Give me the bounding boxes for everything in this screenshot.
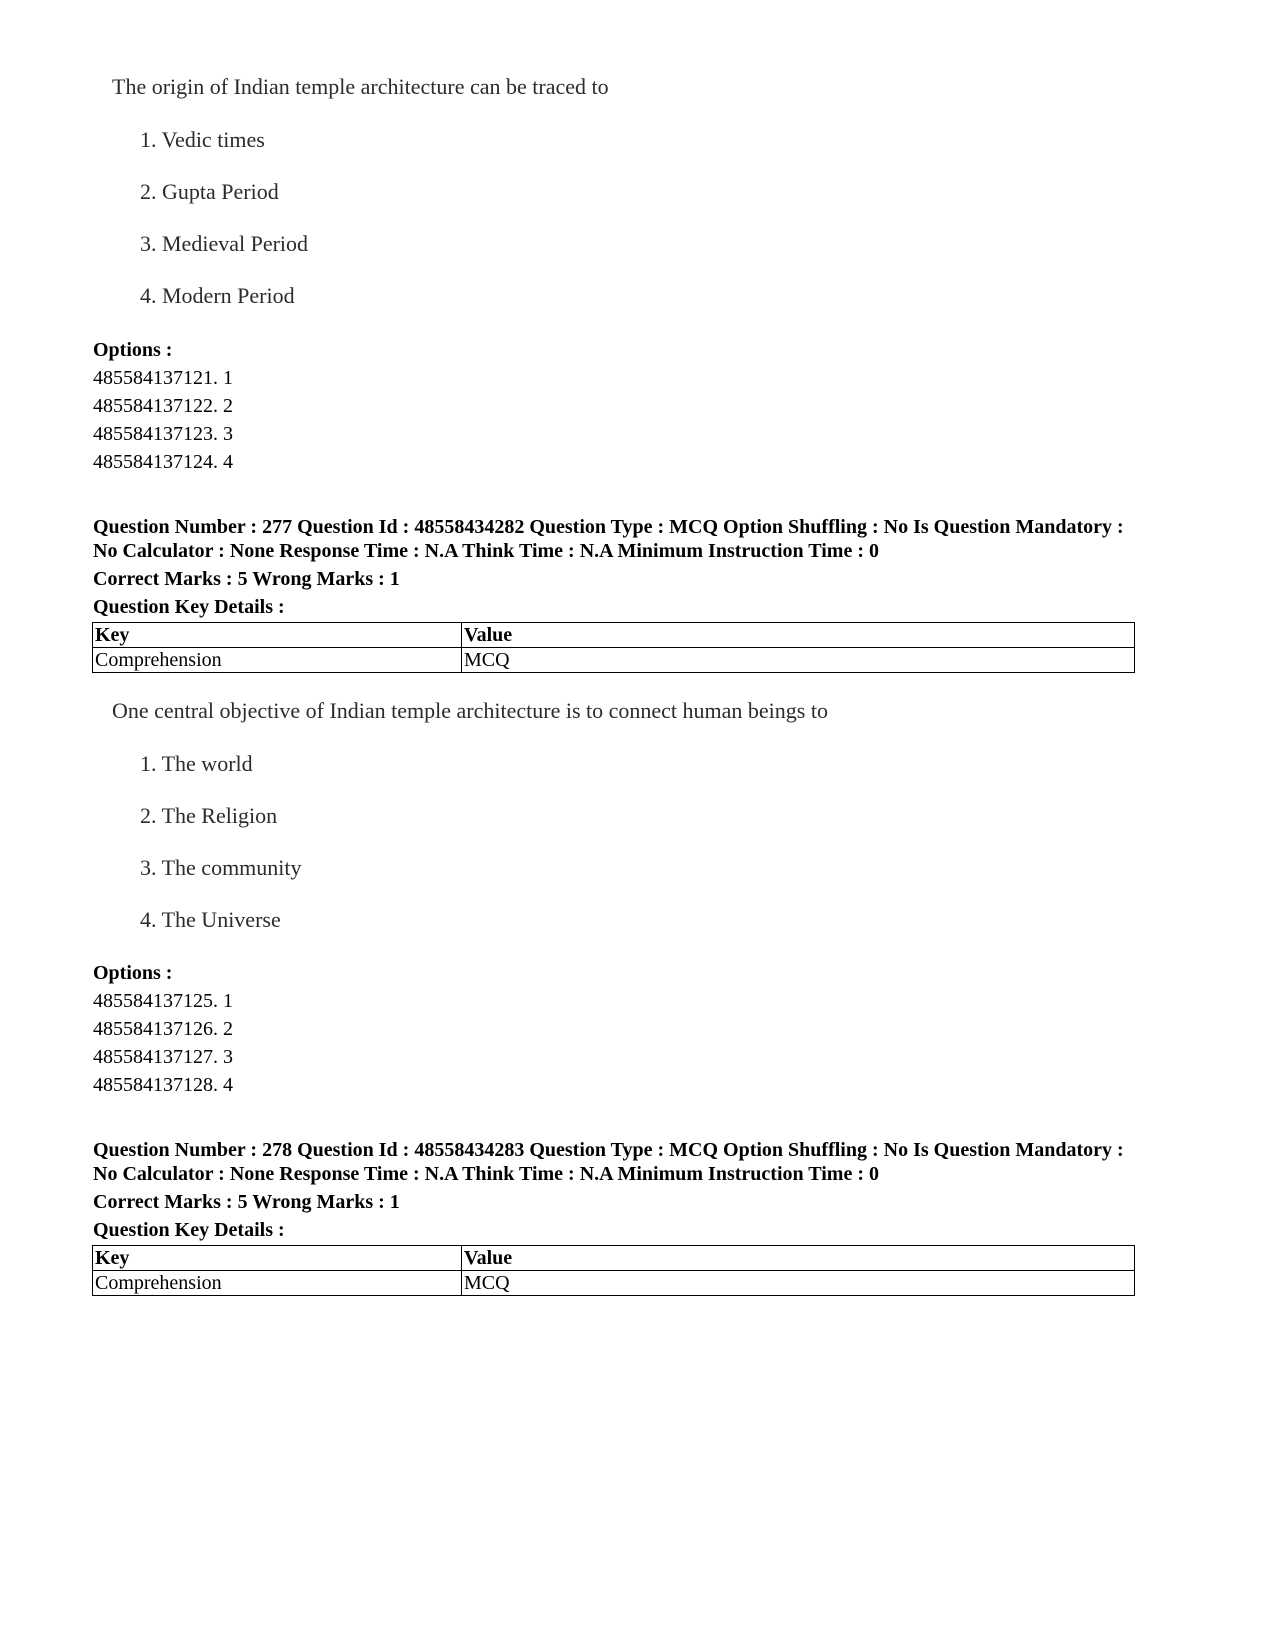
- table-cell-value: MCQ: [462, 1271, 1135, 1296]
- table-cell-key: Comprehension: [93, 648, 462, 673]
- key-details-table: [92, 622, 1135, 673]
- table-cell-value: MCQ: [462, 648, 1135, 673]
- key-details-label: Question Key Details :: [93, 1219, 285, 1241]
- marks-line: Correct Marks : 5 Wrong Marks : 1: [93, 568, 400, 590]
- option-item: 485584137123. 3: [93, 423, 233, 445]
- question-text: The origin of Indian temple architecture can be traced to: [112, 74, 609, 99]
- option-item: 485584137124. 4: [93, 451, 233, 473]
- table-header-key: Key: [93, 623, 462, 648]
- question-choice: 1. Vedic times: [140, 127, 265, 152]
- question-choice: 3. The community: [140, 855, 302, 880]
- question-choice: 2. The Religion: [140, 803, 278, 828]
- key-details-table: [92, 1245, 1135, 1296]
- question-choice: 1. The world: [140, 751, 253, 776]
- question-meta-line1: Question Number : 278 Question Id : 48558434283 Question Type : MCQ Option Shuffling : No Is Question Mandatory :: [93, 1139, 1124, 1161]
- options-label: Options :: [93, 339, 173, 361]
- option-item: 485584137126. 2: [93, 1018, 233, 1040]
- options-label: Options :: [93, 962, 173, 984]
- table-cell-key: Comprehension: [93, 1271, 462, 1296]
- option-item: 485584137127. 3: [93, 1046, 233, 1068]
- question-meta-line2: No Calculator : None Response Time : N.A Think Time : N.A Minimum Instruction Time : 0: [93, 540, 879, 562]
- marks-line: Correct Marks : 5 Wrong Marks : 1: [93, 1191, 400, 1213]
- option-item: 485584137122. 2: [93, 395, 233, 417]
- question-choice: 4. Modern Period: [140, 283, 295, 308]
- table-row: [93, 648, 1135, 673]
- question-choice: 4. The Universe: [140, 907, 281, 932]
- option-item: 485584137121. 1: [93, 367, 233, 389]
- table-row: [93, 1271, 1135, 1296]
- option-item: 485584137125. 1: [93, 990, 233, 1012]
- table-header-row: [93, 1246, 1135, 1271]
- question-text: One central objective of Indian temple architecture is to connect human beings to: [112, 698, 828, 723]
- question-meta-line1: Question Number : 277 Question Id : 48558434282 Question Type : MCQ Option Shuffling : No Is Question Mandatory :: [93, 516, 1124, 538]
- table-header-row: [93, 623, 1135, 648]
- table-header-value: Value: [462, 1246, 1135, 1271]
- question-meta-line2: No Calculator : None Response Time : N.A Think Time : N.A Minimum Instruction Time : 0: [93, 1163, 879, 1185]
- table-header-value: Value: [462, 623, 1135, 648]
- table-header-key: Key: [93, 1246, 462, 1271]
- key-details-label: Question Key Details :: [93, 596, 285, 618]
- question-choice: 2. Gupta Period: [140, 179, 279, 204]
- option-item: 485584137128. 4: [93, 1074, 233, 1096]
- question-choice: 3. Medieval Period: [140, 231, 309, 256]
